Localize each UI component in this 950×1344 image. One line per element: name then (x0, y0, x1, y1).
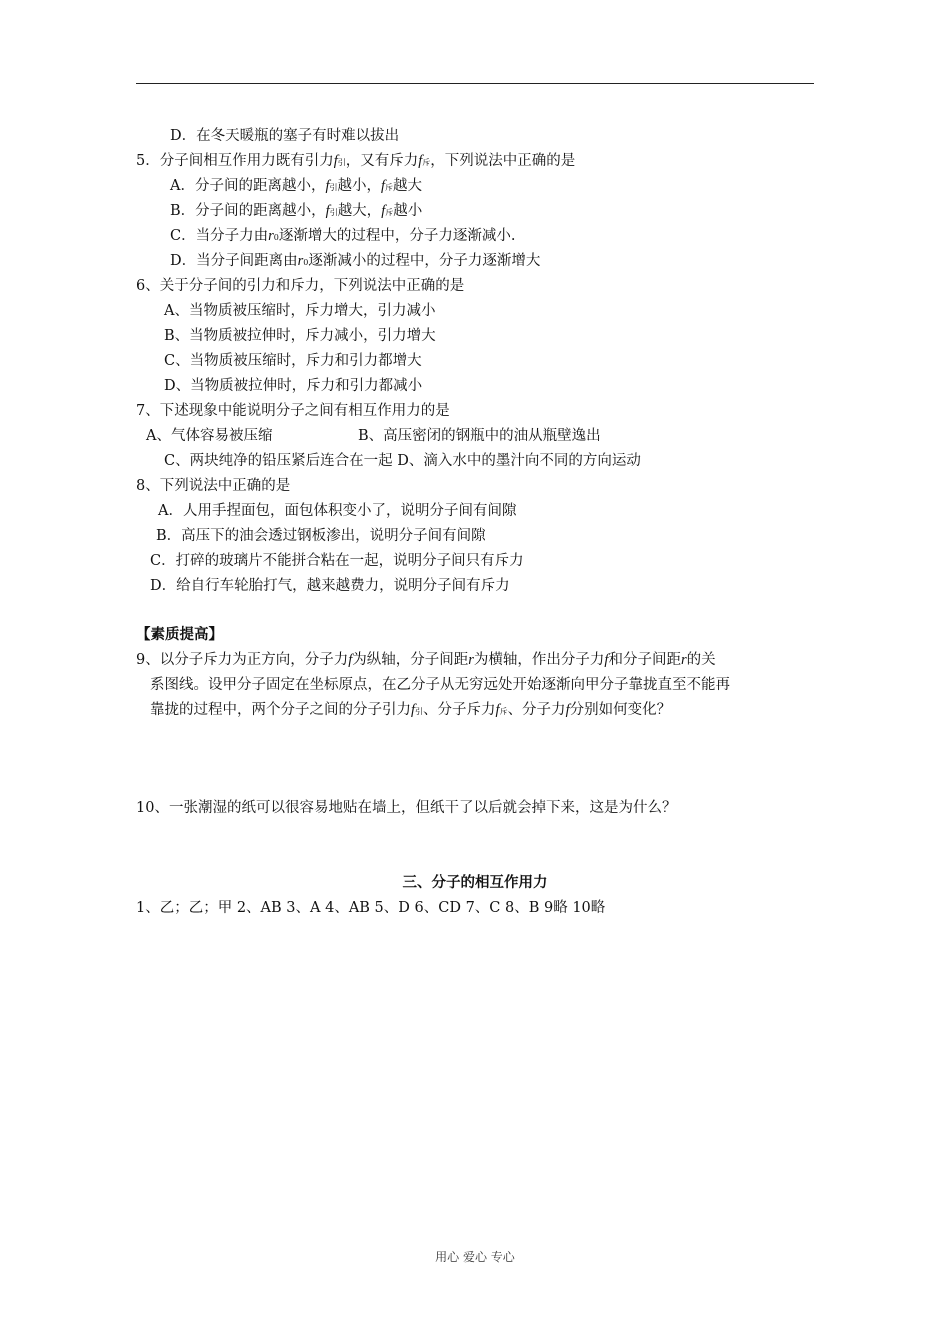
answers-title: 三、分子的相互作用力 (402, 874, 548, 891)
q8-option-b: B．高压下的油会透过钢板渗出，说明分子间有间隙 (156, 528, 486, 544)
q4-option-d: D．在冬天暖瓶的塞子有时难以拔出 (170, 128, 400, 144)
q5-option-a: A．分子间的距离越小，f引越小，f斥越大 (170, 178, 423, 194)
q8-stem: 8、下列说法中正确的是 (136, 478, 291, 494)
q8-option-a: A．人用手捏面包，面包体积变小了，说明分子间有间隙 (158, 503, 517, 519)
q5-option-c: C．当分子力由r0逐渐增大的过程中，分子力逐渐减小. (170, 228, 516, 244)
header-rule (136, 83, 814, 84)
q7-option-cd: C、两块纯净的铅压紧后连合在一起 D、滴入水中的墨汁向不同的方向运动 (164, 453, 641, 469)
q6-option-c: C、当物质被压缩时，斥力和引力都增大 (164, 353, 422, 369)
section-heading: 【素质提高】 (136, 626, 223, 643)
q7-option-b: B、高压密闭的钢瓶中的油从瓶壁逸出 (358, 428, 601, 444)
q5-stem: 5．分子间相互作用力既有引力f引，又有斥力f斥，下列说法中正确的是 (136, 153, 576, 169)
q6-option-a: A、当物质被压缩时，斥力增大，引力减小 (164, 303, 436, 319)
q5-option-d: D．当分子间距离由r0逐渐减小的过程中，分子力逐渐增大 (170, 253, 541, 269)
page-footer: 用心 爱心 专心 (435, 1250, 515, 1264)
q9-line-2: 系图线。设甲分子固定在坐标原点，在乙分子从无穷远处开始逐渐向甲分子靠拢直至不能再 (150, 677, 730, 693)
q6-option-d: D、当物质被拉伸时，斥力和引力都减小 (164, 378, 423, 394)
q9-line-1: 9、以分子斥力为正方向，分子力f为纵轴，分子间距r为横轴，作出分子力f和分子间距r的关 (136, 652, 716, 668)
q6-option-b: B、当物质被拉伸时，斥力减小，引力增大 (164, 328, 436, 344)
q7-stem: 7、下述现象中能说明分子之间有相互作用力的是 (136, 403, 450, 419)
q10: 10、一张潮湿的纸可以很容易地贴在墙上，但纸干了以后就会掉下来，这是为什么？ (136, 800, 677, 816)
q9-line-3: 靠拢的过程中，两个分子之间的分子引力f引、分子斥力f斥、分子力f分别如何变化？ (150, 702, 672, 718)
q8-option-d: D．给自行车轮胎打气，越来越费力，说明分子间有斥力 (150, 578, 510, 594)
answers-line: 1、乙；乙；甲 2、AB 3、A 4、AB 5、D 6、CD 7、C 8、B 9略 10略 (136, 900, 606, 916)
q5-option-b: B．分子间的距离越小，f引越大，f斥越小 (170, 203, 423, 219)
q7-option-a: A、气体容易被压缩 (146, 428, 273, 444)
q8-option-c: C．打碎的玻璃片不能拼合粘在一起，说明分子间只有斥力 (150, 553, 524, 569)
q6-stem: 6、关于分子间的引力和斥力，下列说法中正确的是 (136, 278, 465, 294)
